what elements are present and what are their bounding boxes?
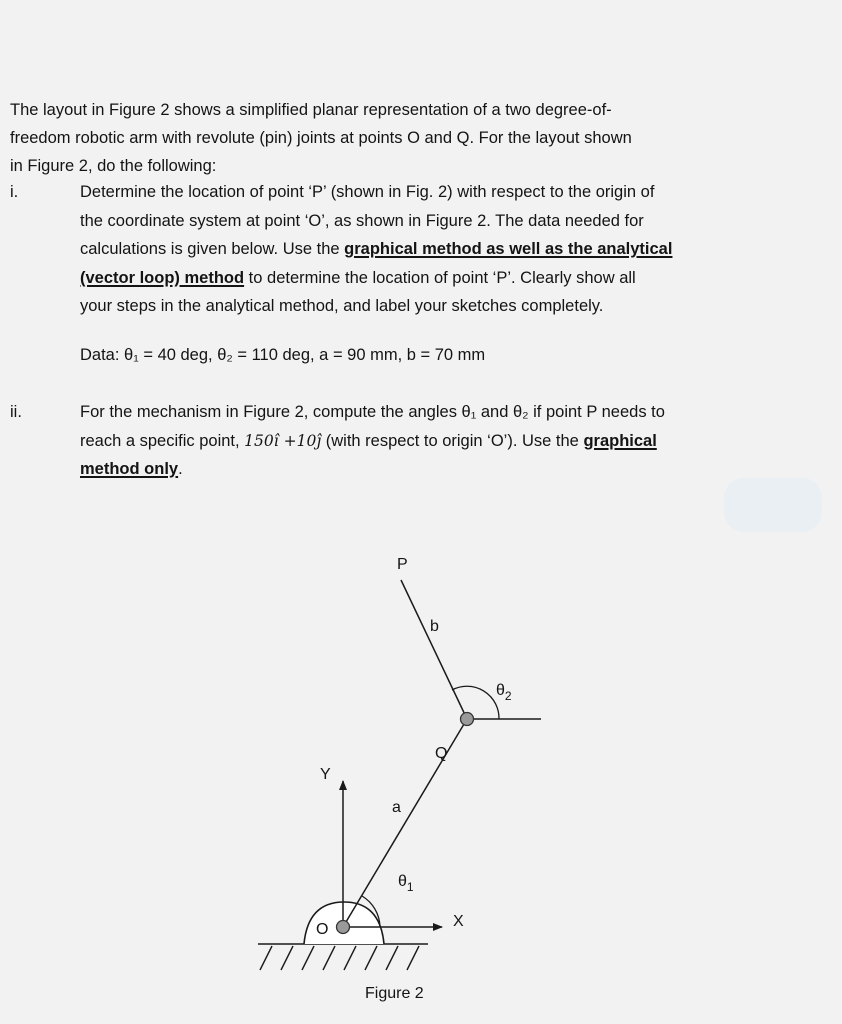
question-ii-line-2-post: (with respect to origin ‘O’). Use the (321, 431, 584, 450)
question-i-number: i. (10, 183, 19, 201)
question-i-line-5: your steps in the analytical method, and label your sketches completely. (80, 297, 604, 315)
intro-line-2: freedom robotic arm with revolute (pin) joints at points O and Q. For the layout shown (10, 129, 632, 147)
question-i-line-1: Determine the location of point ‘P’ (shown in Fig. 2) with respect to the origin of (80, 183, 655, 201)
label-x: X (453, 913, 464, 930)
joint-o-pin (337, 921, 350, 934)
label-p: P (397, 556, 408, 573)
joint-q-pin (461, 713, 474, 726)
target-point-vector: 150î +10ĵ (244, 431, 322, 450)
question-ii-number: ii. (10, 403, 22, 421)
label-q: Q (435, 745, 448, 762)
data-line: Data: θ₁ = 40 deg, θ₂ = 110 deg, a = 90 mm, b = 70 mm (80, 346, 486, 364)
label-b: b (430, 618, 439, 635)
method-only-emphasis: method only (80, 460, 179, 478)
question-i-line-4-text: to determine the location of point ‘P’. Clearly show all (244, 268, 636, 287)
label-theta1: $\theta_1$ (398, 873, 414, 894)
method-emphasis-1: graphical method as well as the analytical (344, 240, 673, 258)
link-b (401, 580, 467, 719)
label-o: O (316, 921, 329, 938)
intro-line-1: The layout in Figure 2 shows a simplified planar representation of a two degree-of- (10, 101, 612, 119)
figure-caption: Figure 2 (365, 985, 424, 1002)
graphical-emphasis: graphical (583, 431, 657, 450)
label-y: Y (320, 766, 331, 783)
question-i-line-2: the coordinate system at point ‘O’, as shown in Figure 2. The data needed for (80, 211, 644, 230)
link-a (343, 719, 467, 927)
label-theta2: $\theta_2$ (496, 682, 512, 703)
intro-line-3: in Figure 2, do the following: (10, 157, 217, 175)
question-i-line-3-text: calculations is given below. Use the (80, 240, 345, 258)
question-ii-line-2-text: reach a specific point, (80, 431, 245, 450)
question-ii-line-1: For the mechanism in Figure 2, compute the angles θ₁ and θ₂ if point P needs to (80, 403, 665, 421)
label-a: a (392, 799, 401, 816)
question-ii-line-3-post: . (178, 460, 183, 478)
method-emphasis-2: (vector loop) method (80, 268, 245, 287)
ground-hatching (260, 946, 419, 970)
